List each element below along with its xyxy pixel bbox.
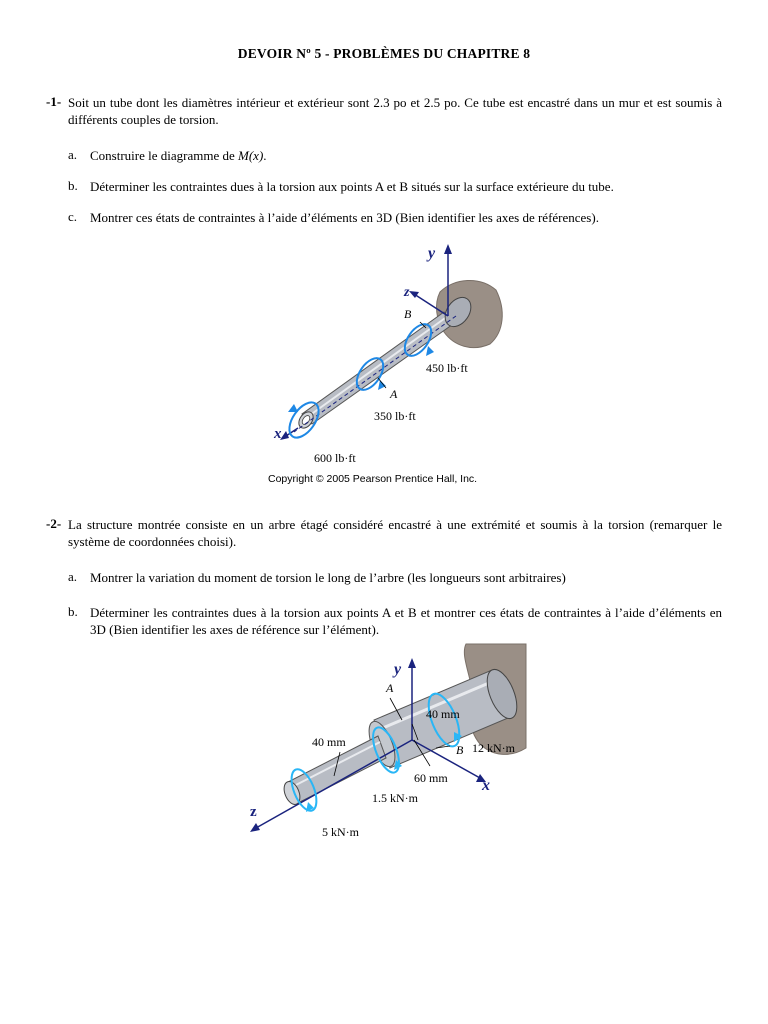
figure-2-dim-60mm: 60 mm bbox=[414, 771, 448, 785]
figure-2-dim-40mm-large: 40 mm bbox=[426, 707, 460, 721]
figure-2-stepped-shaft-diagram bbox=[240, 640, 532, 840]
figure-1-y-label: y bbox=[428, 245, 436, 262]
figure-2-z-axis bbox=[256, 740, 412, 828]
figure-2-torque-12: 12 kN·m bbox=[472, 741, 515, 755]
figure-2-y-label: y bbox=[394, 661, 402, 678]
figure-2-dim-40mm-small: 40 mm bbox=[312, 735, 346, 749]
problem-2-item-a: Montrer la variation du moment de torsion le long de l’arbre (les longueurs sont arbitraires) bbox=[90, 570, 566, 585]
problem-1-item-a-end: . bbox=[263, 148, 267, 163]
problem-1-item-b-label: b. bbox=[68, 178, 78, 193]
problem-1-item-c-label: c. bbox=[68, 209, 78, 224]
figure-2-torque-1-5: 1.5 kN·m bbox=[372, 791, 418, 805]
problem-1-item-b: Déterminer les contraintes dues à la torsion aux points A et B situés sur la surface extérieure du tube. bbox=[90, 179, 614, 194]
problem-2-item-b-label: b. bbox=[68, 604, 78, 619]
figure-2-torque-5: 5 kN·m bbox=[322, 825, 359, 839]
figure-1-x-label: x bbox=[274, 426, 282, 442]
figure-1-tube-diagram bbox=[258, 240, 512, 488]
problem-1-item-a-label: a. bbox=[68, 147, 78, 162]
figure-2-z-label: z bbox=[250, 804, 257, 820]
figure-1-z-label: z bbox=[404, 285, 410, 300]
problem-1-item-c: Montrer ces états de contraintes à l’aide d’éléments en 3D (Bien identifier les axes de références). bbox=[90, 210, 599, 225]
problem-1-number: -1- bbox=[46, 94, 62, 109]
problem-1-text: Soit un tube dont les diamètres intérieur et extérieur sont 2.3 po et 2.5 po. Ce tube est encastré dans un mur et est soumis à différents couples de torsion. bbox=[68, 95, 722, 127]
figure-2-x-label: x bbox=[482, 777, 490, 794]
problem-2-item-a-label: a. bbox=[68, 569, 78, 584]
figure-1-torque-600: 600 lb·ft bbox=[314, 451, 356, 465]
problem-1-item-a bbox=[90, 147, 720, 164]
figure-1-copyright: Copyright © 2005 Pearson Prentice Hall, Inc. bbox=[268, 473, 478, 485]
figure-2-point-b: B bbox=[456, 743, 464, 757]
problem-2-item-b: Déterminer les contraintes dues à la torsion aux points A et B et montrer ces états de contraintes à l’aide d’éléments en 3D (Bien identifier les axes de référence sur l’élément). bbox=[90, 605, 722, 637]
figure-1-torque-450: 450 lb·ft bbox=[426, 361, 468, 375]
problem-2-text: La structure montrée consiste en un arbre étagé considéré encastré à une extrémité et soumis à la torsion (remarquer le système de coordonnées choisi). bbox=[68, 517, 722, 549]
problem-1-item-a-italic: M(x) bbox=[238, 148, 264, 163]
figure-1-point-b: B bbox=[404, 307, 412, 321]
problem-1-item-a-text: Construire le diagramme de bbox=[90, 148, 239, 163]
figure-1-point-a: A bbox=[390, 387, 398, 401]
problem-2-number: -2- bbox=[46, 516, 62, 531]
figure-1-torque-350: 350 lb·ft bbox=[374, 409, 416, 423]
page-title: DEVOIR Nº 5 - PROBLÈMES DU CHAPITRE 8 bbox=[237, 46, 531, 61]
figure-2-point-a: A bbox=[386, 681, 394, 695]
